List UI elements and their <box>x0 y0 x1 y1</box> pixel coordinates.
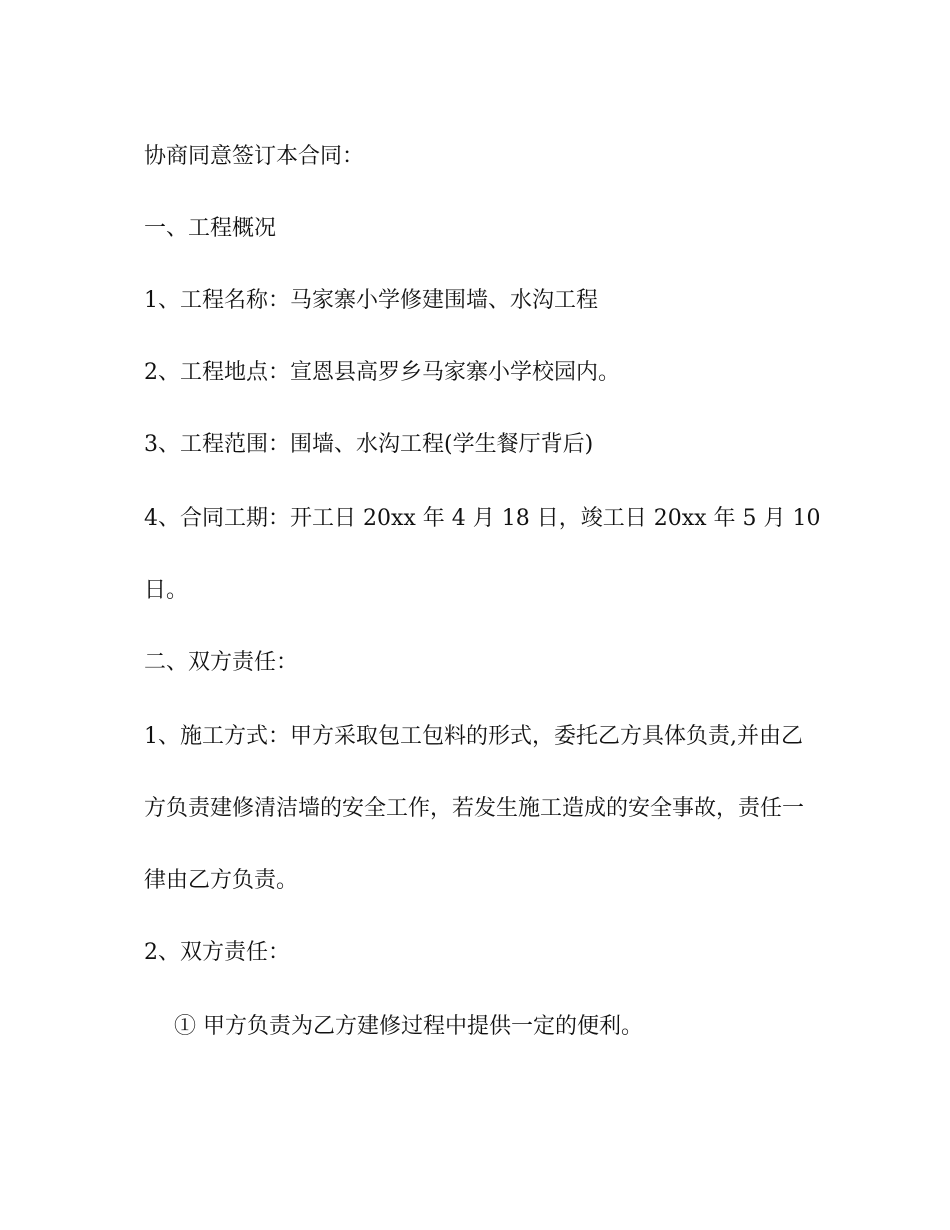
text-line-mutual-responsibilities: 2、双方责任： <box>144 940 290 965</box>
text-line-project-name: 1、工程名称：马家寨小学修建围墙、水沟工程 <box>144 288 598 313</box>
text-line-contract-period: 4、合同工期：开工日 20xx 年 4 月 18 日，竣工日 20xx 年 5 月 10 <box>144 506 821 531</box>
text-line-construction-method-2: 方负责建修清洁墙的安全工作，若发生施工造成的安全事故，责任一 <box>144 796 805 821</box>
section-heading-responsibilities: 二、双方责任： <box>144 650 299 675</box>
text-line-intro: 协商同意签订本合同： <box>144 144 365 169</box>
text-line-project-location: 2、工程地点：宣恩县高罗乡马家寨小学校园内。 <box>144 360 620 385</box>
text-line-party-a-duty: ① 甲方负责为乙方建修过程中提供一定的便利。 <box>174 1014 643 1039</box>
text-line-project-scope: 3、工程范围：围墙、水沟工程(学生餐厅背后) <box>144 432 594 457</box>
section-heading-project-overview: 一、工程概况 <box>144 216 277 241</box>
text-line-contract-period-end: 日。 <box>144 578 189 603</box>
text-line-construction-method-3: 律由乙方负责。 <box>144 868 299 893</box>
text-line-construction-method-1: 1、施工方式：甲方采取包工包料的形式，委托乙方具体负责,并由乙 <box>144 724 803 749</box>
